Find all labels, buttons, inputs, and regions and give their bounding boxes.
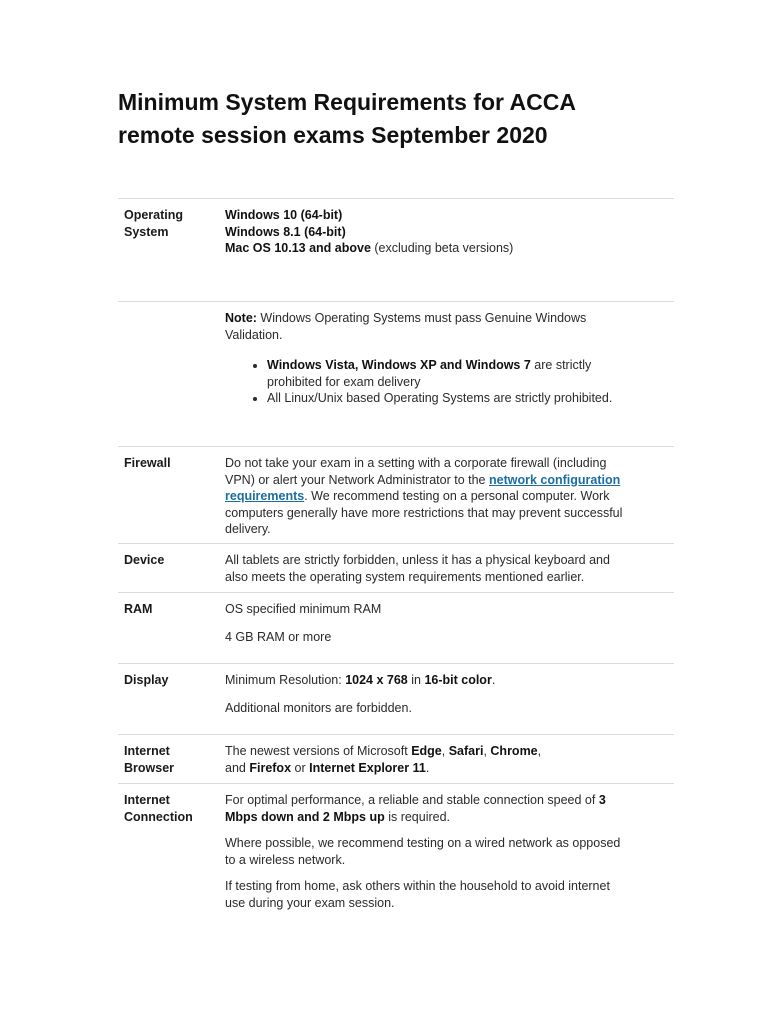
requirements-table	[118, 198, 674, 922]
value-device: All tablets are strictly forbidden, unless it has a physical keyboard and also meets the operating system requirements mentioned earlier.	[225, 553, 610, 584]
os-prohibited-list	[225, 357, 674, 407]
os-note: Note: Windows Operating Systems must pass Genuine Windows Validation.	[225, 311, 587, 342]
label-firewall: Firewall	[124, 456, 171, 470]
network-configuration-link-cont[interactable]: requirements	[225, 489, 305, 503]
value-internet-connection: For optimal performance, a reliable and stable connection speed of 3 Mbps down and 2 Mbps up is required. Where possible, we recommend testing on a wired network as opposed to a wireless network. If testing from home, ask others within the household to avoid internet use during your exam session.	[225, 793, 621, 910]
title-line-1: Minimum System Requirements for ACCA	[118, 89, 576, 115]
title-line-2: remote session exams September 2020	[118, 122, 548, 148]
row-ram	[118, 593, 674, 664]
value-internet-browser: The newest versions of Microsoft Edge, Safari, Chrome, and Firefox or Internet Explorer 11.	[225, 744, 542, 775]
value-ram: OS specified minimum RAM 4 GB RAM or more	[225, 602, 382, 644]
row-operating-system	[118, 199, 674, 302]
os-mac: Mac OS 10.13 and above (excluding beta versions)	[225, 241, 514, 255]
os-windows-10: Windows 10 (64-bit)	[225, 208, 343, 222]
label-ram: RAM	[124, 602, 153, 616]
value-firewall: Do not take your exam in a setting with a corporate firewall (including VPN) or alert your Network Administrator to the network configuration requirements. We recommend testing on a personal computer. Work computers generally have more restrictions that may prevent successful delivery.	[225, 456, 623, 536]
value-os-note	[225, 302, 674, 447]
label-display: Display	[124, 673, 169, 687]
row-os-note	[118, 302, 674, 447]
label-device: Device	[124, 553, 165, 567]
row-firewall	[118, 447, 674, 544]
row-internet-browser	[118, 735, 674, 784]
network-configuration-link[interactable]: network configuration	[488, 472, 621, 487]
value-display: Minimum Resolution: 1024 x 768 in 16-bit color. Additional monitors are forbidden.	[225, 673, 496, 715]
value-operating-system	[225, 199, 674, 302]
list-item: • All Linux/Unix based Operating Systems are strictly prohibited.	[267, 390, 674, 407]
os-windows-81: Windows 8.1 (64-bit)	[225, 224, 346, 239]
label-internet-browser: Internet Browser	[124, 744, 175, 775]
page-title	[118, 86, 678, 152]
list-item: • Windows Vista, Windows XP and Windows 7 are strictly prohibited for exam delivery	[267, 357, 674, 390]
label-internet-connection: Internet Connection	[124, 793, 193, 824]
row-display	[118, 664, 674, 735]
label-operating-system: Operating System	[124, 208, 184, 239]
row-device	[118, 544, 674, 593]
row-internet-connection	[118, 784, 674, 923]
